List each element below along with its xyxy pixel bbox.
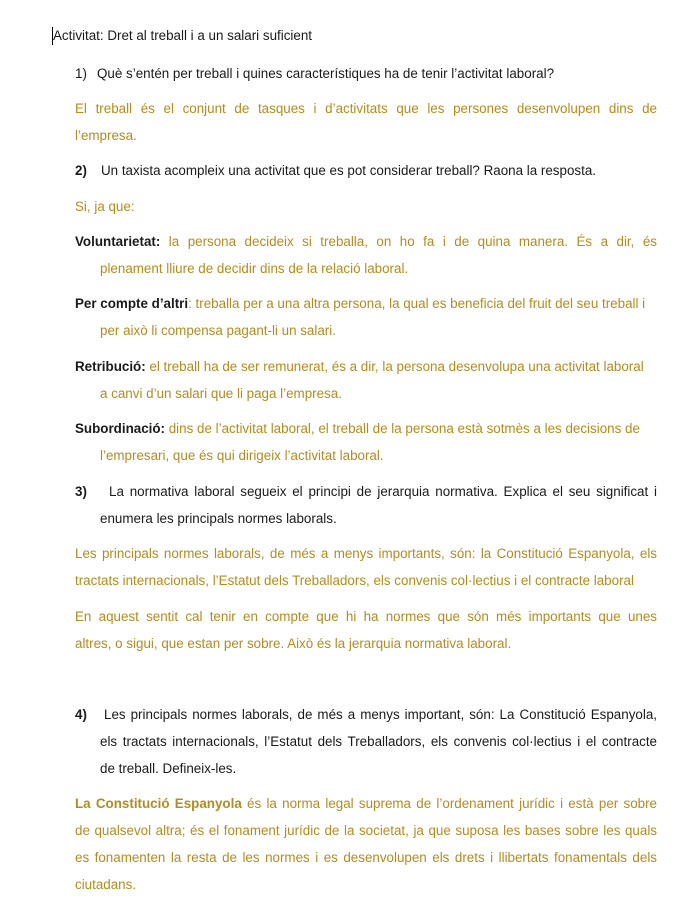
- question-4-line-1: Les principals normes laborals, de més a menys important, són: La Constitució Espanyola,: [104, 707, 657, 722]
- question-3-number: 3): [75, 484, 87, 499]
- question-2-number: 2): [75, 163, 87, 178]
- answer-4-line-1: [75, 796, 657, 811]
- feature-retribucio: [75, 359, 644, 374]
- answer-4-text: és la norma legal suprema de l’ordenament jurídic i està per sobre: [241, 796, 657, 811]
- question-4-line-2: els tractats internacionals, l’Estatut dels Treballadors, els convenis col·lectius i el contracte: [100, 734, 657, 749]
- answer-3-p2-line-1: En aquest sentit cal tenir en compte que hi ha normes que són més importants que unes: [75, 609, 657, 624]
- feature-term: Retribució:: [75, 359, 146, 374]
- feature-term: Subordinació:: [75, 421, 166, 436]
- feature-retribucio-line-2: a canvi d’un salari que li paga l’empresa.: [100, 386, 342, 401]
- question-4-line-3: de treball. Defineix-les.: [100, 761, 237, 776]
- answer-4-line-3: es fonamenten la resta de les normes i es desenvolupen els drets i llibertats fonamentals dels: [75, 850, 657, 865]
- feature-voluntarietat: [75, 234, 657, 249]
- feature-text: dins de l’activitat laboral, el treball de la persona està sotmès a les decisions de: [165, 421, 640, 436]
- answer-4-term: La Constitució Espanyola: [75, 796, 242, 811]
- answer-3-p2-line-2: altres, o sigui, que estan per sobre. Això és la jerarquia normativa laboral.: [75, 636, 512, 651]
- answer-4-line-2: de qualsevol altra; és el fonament jurídic de la societat, ja que suposa les bases sobre les quals: [75, 823, 657, 838]
- answer-1-line-2: l’empresa.: [75, 128, 137, 143]
- feature-term: Per compte d’altri: [75, 296, 189, 311]
- question-1-text: Què s’entén per treball i quines característiques ha de tenir l’activitat laboral?: [97, 66, 555, 81]
- question-3-line-1: La normativa laboral segueix el principi de jerarquia normativa. Explica el seu significat i: [109, 484, 657, 499]
- feature-compte-altri-line-2: per això li compensa pagant-li un salari.: [100, 323, 336, 338]
- question-1-number: 1): [75, 66, 87, 81]
- feature-text: el treball ha de ser remunerat, és a dir, la persona desenvolupa una activitat laboral: [145, 359, 644, 374]
- feature-term: Voluntarietat:: [75, 234, 161, 249]
- feature-voluntarietat-line-2: plenament lliure de decidir dins de la relació laboral.: [100, 261, 409, 276]
- feature-subordinacio-line-2: l’empresari, que és qui dirigeix l’activitat laboral.: [100, 448, 384, 463]
- feature-text: la persona decideix si treballa, on ho fa i de quina manera. És a dir, és: [160, 234, 657, 249]
- answer-1-line-1: El treball és el conjunt de tasques i d’activitats que les persones desenvolupen dins de: [75, 101, 657, 116]
- question-3-line-2: enumera les principals normes laborals.: [100, 511, 337, 526]
- activity-title: Activitat: Dret al treball i a un salari suficient: [53, 28, 312, 43]
- answer-3-p1-line-2: tractats internacionals, l’Estatut dels Treballadors, els convenis col·lectius i el contracte laboral: [75, 573, 634, 588]
- answer-4-line-4: ciutadans.: [75, 877, 137, 892]
- feature-subordinacio: [75, 421, 640, 436]
- answer-3-p1-line-1: Les principals normes laborals, de més a menys importants, són: la Constitució Espanyola, els: [75, 546, 657, 561]
- question-2-text: Un taxista acompleix una activitat que es pot considerar treball? Raona la resposta.: [101, 163, 596, 178]
- answer-2-intro: Si, ja que:: [75, 199, 135, 214]
- feature-compte-altri: [75, 296, 645, 311]
- feature-text: : treballa per a una altra persona, la qual es beneficia del fruit del seu treball i: [188, 296, 646, 311]
- question-4-number: 4): [75, 707, 87, 722]
